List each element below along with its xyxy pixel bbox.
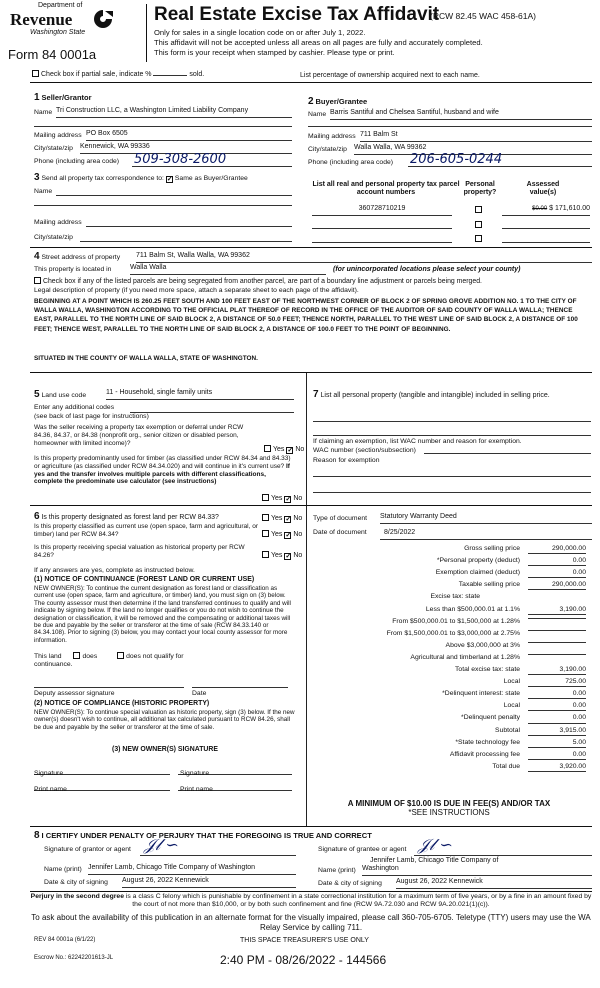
wac-label: WAC number (section/subsection) <box>313 447 416 454</box>
tax-row-value[interactable]: 725.00 <box>528 678 586 687</box>
segregation-row: Check box if any of the listed parcels are being segregated from another parcel, are part of a boundary line adjustment or parcels being merged. <box>34 277 482 286</box>
grantor-name-field[interactable]: Jennifer Lamb, Chicago Title Company of Washington <box>88 864 296 875</box>
located-in-field[interactable]: Walla Walla <box>130 264 326 275</box>
seller-name-label: Name <box>34 109 53 116</box>
exemption-no-checkbox[interactable]: ✓ <box>287 447 294 454</box>
seller-addr-label: Mailing address <box>34 132 82 139</box>
alternate-format-note: To ask about the availability of this publication in an alternate format for the visually impaired, please call 360-705-6705. Teletype (TTY) users may use the WA Relay Service by calling 711. <box>31 913 591 932</box>
grantor-signature-field[interactable] <box>140 835 296 856</box>
reason-line-2[interactable] <box>313 485 591 493</box>
buyer-address-field[interactable]: 711 Balm St <box>360 131 592 142</box>
tax-row <box>300 581 590 592</box>
tax-row-label: From $500,000.01 to $1,500,000 at 1.28% <box>392 617 520 625</box>
tax-row <box>300 739 590 750</box>
tax-row-value[interactable] <box>528 618 586 619</box>
tax-row <box>300 545 590 556</box>
if-any-yes-note: If any answers are yes, complete as instructed below. <box>34 567 195 574</box>
seller-city-field[interactable]: Kennewick, WA 99336 <box>80 143 292 154</box>
land-use-code-field[interactable]: 11 - Household, single family units <box>106 389 294 400</box>
personal-property-header: Personal property? <box>463 181 497 197</box>
tax-row <box>300 727 590 738</box>
grantor-signature-label: Signature of grantor or agent <box>44 846 131 853</box>
tax-row-label: *Delinquent interest: state <box>442 690 520 698</box>
deputy-date-line[interactable] <box>192 680 288 688</box>
revision-label: REV 84 0001a (6/1/22) <box>34 937 96 943</box>
historic-no-checkbox[interactable]: ✓ <box>285 553 292 560</box>
header-note-2: This affidavit will not be accepted unless all areas on all pages are fully and accurately completed. <box>154 38 483 47</box>
recording-stamp: 2:40 PM - 08/26/2022 - 144566 <box>220 953 387 967</box>
form-title: Real Estate Excise Tax Affidavit <box>154 4 440 25</box>
tax-row-label: Less than $500,000.01 at 1.1% <box>425 605 520 613</box>
seller-address-field[interactable]: PO Box 6505 <box>86 130 292 141</box>
same-as-buyer-checkbox[interactable]: ✓ <box>166 176 173 183</box>
tax-row-value[interactable]: 0.00 <box>528 714 586 723</box>
tax-row-value[interactable]: 3,190.00 <box>528 666 586 675</box>
assessed-value-struck: $0.00 <box>532 206 548 212</box>
forest-no-checkbox[interactable]: ✓ <box>285 516 292 523</box>
tax-row-value[interactable]: 3,190.00 <box>528 606 586 615</box>
section4-street-row: 4 Street address of property <box>34 251 121 262</box>
perjury-statement: Perjury in the second degree is a class C felony which is punishable by confinement in a state correctional institution for a maximum term of five years, or by a fine in an amount fixed by the court of not more than $10,000, or by both such confinement and fine (RCW 9A.72.030 and RCW 9A.20.021(1)(c)). <box>30 893 592 909</box>
tax-row <box>300 593 590 604</box>
correspondence-name-label: Name <box>34 188 53 195</box>
section7-heading: 7 List all personal property (tangible and intangible) included in selling price. <box>313 389 550 400</box>
correspondence-city-label: City/state/zip <box>34 234 73 241</box>
seller-phone-field[interactable]: 509-308-2600 <box>132 152 292 167</box>
notice-continuance-text: NEW OWNER(S): To continue the current designation as forest land or classification as current use (open space, farm and agriculture, or timber) land, you must sign on (3) below. The county assessor must then determine if the land transferred continues to qualify and will indicate by signing below. If the land no longer qualifies or you do not wish to continue the designation or classification, it will be removed and the compensating or additional taxes will be due and payable by the seller or transferor at the time of sale (RCW 84.33.140 or 84.34.108). Prior to signing (3) below, you may contact your local county assessor for more information. <box>34 585 291 644</box>
tax-row-label: Local <box>503 702 520 710</box>
header-note-3: This form is your receipt when stamped by cashier. Please type or print. <box>154 48 395 57</box>
assessed-value-header: Assessed value(s) <box>526 181 560 197</box>
tax-row <box>300 714 590 725</box>
timber-yes-checkbox[interactable] <box>262 494 269 501</box>
wac-field[interactable] <box>424 445 591 454</box>
grantor-date-field[interactable]: August 26, 2022 Kennewick <box>122 877 296 888</box>
additional-codes-label: Enter any additional codes <box>34 404 115 411</box>
print-name-label-2: Print name <box>180 786 213 793</box>
agency-logo <box>8 2 140 44</box>
document-type-label: Type of document <box>313 515 368 522</box>
forest-land-question: 6 Is this property designated as forest land per RCW 84.33? <box>34 511 219 522</box>
escrow-number: Escrow No.: 62242201613-JL <box>34 955 114 961</box>
agency-name: Revenue <box>10 10 73 29</box>
tax-row-label: Excise tax: state <box>430 593 480 601</box>
qualify-does-not-checkbox[interactable] <box>117 652 124 659</box>
tax-row <box>300 751 590 762</box>
grantee-date-field[interactable]: August 26, 2022 Kennewick <box>396 878 592 889</box>
section3-heading: 3 Send all property tax correspondence to: ✓ Same as Buyer/Grantee <box>34 172 248 183</box>
tax-row-label: *Delinquent penalty <box>461 714 520 722</box>
section8-heading: 8 I CERTIFY UNDER PENALTY OF PERJURY THAT THE FOREGOING IS TRUE AND CORRECT <box>34 830 372 841</box>
grantee-name-line-1: Jennifer Lamb, Chicago Title Company of <box>370 857 499 864</box>
tax-row <box>300 654 590 665</box>
additional-codes-field[interactable] <box>130 403 294 413</box>
buyer-name-label: Name <box>308 111 327 118</box>
grantor-date-label: Date & city of signing <box>44 879 108 886</box>
current-use-no-checkbox[interactable]: ✓ <box>285 532 292 539</box>
legal-description-label: Legal description of property (if you need more space, attach a separate sheet to each page of the affidavit). <box>34 287 359 294</box>
tax-row <box>300 702 590 713</box>
tax-row <box>300 630 590 641</box>
grantee-signature-label: Signature of grantee or agent <box>318 846 407 853</box>
personal-property-checkbox-1[interactable] <box>475 206 482 213</box>
forest-yes-no: Yes ✓ No <box>262 514 302 523</box>
exemption-yes-no: Yes ✓ No <box>264 445 304 454</box>
current-use-yes-checkbox[interactable] <box>262 530 269 537</box>
parcel-header: List all real and personal property tax parcel account numbers <box>312 181 460 197</box>
tax-row-label: *State technology fee <box>455 738 520 746</box>
tax-row-value[interactable]: 3,915.00 <box>528 727 586 736</box>
tax-row-label: From $1,500,000.01 to $3,000,000 at 2.75% <box>386 629 520 637</box>
current-use-question: Is this property classified as current use (open space, farm and agricultural, or timber) land per RCW 84.34? <box>34 523 258 538</box>
ownership-note: List percentage of ownership acquired next to each name. <box>300 72 480 79</box>
tax-row-label: Gross selling price <box>464 545 520 552</box>
timber-yes-no: Yes ✓ No <box>262 494 302 503</box>
historic-yes-no: Yes ✓ No <box>262 551 302 560</box>
partial-sale-sold: sold. <box>189 71 205 78</box>
grantee-signature-field[interactable] <box>414 835 592 856</box>
notice-continuance-heading: (1) NOTICE OF CONTINUANCE (FOREST LAND OR CURRENT USE) <box>34 576 255 583</box>
signature-label-1: Signature <box>34 770 64 777</box>
seller-phone-label: Phone (including area code) <box>34 158 120 165</box>
historic-question: Is this property receiving special valuation as historical property per RCW 84.26? <box>34 544 245 559</box>
tax-row-value[interactable]: 0.00 <box>528 690 586 699</box>
reason-line-1[interactable] <box>313 469 591 477</box>
tax-row-label: *Personal property (deduct) <box>436 557 520 565</box>
parcel-number-row-2[interactable] <box>312 219 452 229</box>
tax-row <box>300 763 590 774</box>
tax-row-label: Affidavit processing fee <box>449 750 520 758</box>
personal-property-line-2[interactable] <box>313 428 591 436</box>
reason-label: Reason for exemption <box>313 457 380 464</box>
deputy-date-label: Date <box>192 690 207 697</box>
tax-row <box>300 569 590 580</box>
form-number: Form 84 0001a <box>8 47 97 62</box>
tax-row <box>300 557 590 568</box>
correspondence-name-field[interactable] <box>56 186 292 196</box>
continuance-label: continuance. <box>34 661 73 668</box>
tax-row-value[interactable]: 0.00 <box>528 569 586 578</box>
partial-sale-label: Check box if partial sale, indicate % <box>41 71 152 78</box>
timber-no-checkbox[interactable]: ✓ <box>285 496 292 503</box>
personal-property-checkbox-2[interactable] <box>475 221 482 228</box>
tax-row-label: Taxable selling price <box>458 581 520 589</box>
grantor-name-label: Name (print) <box>44 866 82 873</box>
treasurer-use-label: THIS SPACE TREASURER'S USE ONLY <box>240 937 369 944</box>
tax-row <box>300 666 590 677</box>
legal-description-text: BEGINNING AT A POINT WHICH IS 260.25 FEET SOUTH AND 100 FEET EAST OF THE NORTHWEST CORNER OF BLOCK 2 OF SPRING GROVE ADDITION NO. 1 TO THE CITY OF WALLA WALLA, WASHINGTON ACCORDING TO THE OFFICIAL PLAT THEREOF OF RECORD IN THE OFFICE OF THE AUDITOR OF SAID COUNTY OF WALLA WALLA; THENCE EAST, PARALLEL TO THE NORTH LINE OF SAID BLOCK 2, A DISTANCE OF 50.0 FEET; THENCE NORTH, PARALLEL TO THE WEST LINE OF SAID BLOCK 2, A DISTANCE OF 100 FEET; THENCE WEST, PARALLEL TO THE NORTH LINE OF SAID BLOCK 2, A DISTANCE OF 100.0 FEET TO THE POINT OF BEGINNING. <box>34 298 578 333</box>
tax-row-value[interactable]: 3,920.00 <box>528 763 586 772</box>
deputy-signature-label: Deputy assessor signature <box>34 690 115 697</box>
see-back-note: (see back of last page for instructions) <box>34 413 149 420</box>
header-note-1: Only for sales in a single location code on or after July 1, 2022. <box>154 28 366 37</box>
section5-land-use-row: 5 Land use code <box>34 389 87 400</box>
rcw-reference: (RCW 82.45 WAC 458-61A) <box>430 11 536 21</box>
exemption-claim-label: If claiming an exemption, list WAC number and reason for exemption. <box>313 438 522 445</box>
qualify-does-checkbox[interactable] <box>73 652 80 659</box>
tax-row-label: Total excise tax: state <box>455 666 520 673</box>
revenue-logo-icon <box>92 8 114 30</box>
buyer-phone-field[interactable]: 206-605-0244 <box>408 152 592 167</box>
exemption-question: Was the seller receiving a property tax exemption or deferral under RCW 84.36, 84.37, or 84.38 (nonprofit org., senior citizen or disabled person, homeowner with limited income)? <box>34 424 244 447</box>
assessed-value-row-1[interactable]: $0.00 $ 171,610.00 <box>502 205 590 216</box>
tax-row <box>300 618 590 629</box>
assessed-value-row-2[interactable] <box>502 219 590 229</box>
tax-row-label: Subtotal <box>495 726 520 734</box>
deputy-signature-line[interactable] <box>34 680 184 688</box>
buyer-name-field[interactable]: Barris Santiful and Chelsea Santiful, husband and wife <box>330 109 592 120</box>
notice-compliance-heading: (2) NOTICE OF COMPLIANCE (HISTORIC PROPERTY) <box>34 700 210 707</box>
signature-label-2: Signature <box>180 770 210 777</box>
tax-row-value[interactable]: 0.00 <box>528 702 586 711</box>
personal-property-line-1[interactable] <box>313 414 591 422</box>
tax-row-label: Agricultural and timberland at 1.28% <box>410 653 520 661</box>
grantee-date-label: Date & city of signing <box>318 880 382 887</box>
tax-row-value[interactable] <box>528 654 586 655</box>
tax-row-value[interactable] <box>528 642 586 643</box>
grantee-name-field[interactable]: Washington <box>362 865 592 876</box>
timber-question: Is this property predominantly used for timber (as classified under RCW 84.34 and 84.33) or agriculture (as classified under RCW 84.34.020) and will continue in it's current use? If yes and the transfer involves multiple parcels with different classifications, complete the predominate use calculator (see instructions) <box>34 455 291 486</box>
unincorporated-note: (for unincorporated locations please select your county) <box>333 266 521 273</box>
tax-row-label: Exemption claimed (deduct) <box>435 569 520 577</box>
section2-heading: 2 Buyer/Grantee <box>308 96 368 107</box>
exemption-yes-checkbox[interactable] <box>264 445 271 452</box>
grantee-name-label: Name (print) <box>318 867 356 874</box>
dept-label: Department of <box>38 2 83 9</box>
correspondence-addr-label: Mailing address <box>34 219 82 226</box>
historic-yes-checkbox[interactable] <box>262 551 269 558</box>
parcel-number-row-3[interactable] <box>312 233 452 243</box>
tax-row-value[interactable] <box>528 630 586 631</box>
tax-row-value[interactable]: 290,000.00 <box>528 581 586 590</box>
buyer-city-label: City/state/zip <box>308 146 347 153</box>
tax-row <box>300 606 590 617</box>
grantee-signature-image: 𝒥𝓁 ∽ <box>418 835 453 854</box>
minimum-due-note: A MINIMUM OF $10.00 IS DUE IN FEE(S) AND/OR TAX <box>347 799 551 808</box>
document-type-field[interactable]: Statutory Warranty Deed <box>380 513 592 524</box>
correspondence-city-field[interactable] <box>80 232 292 242</box>
personal-property-checkbox-3[interactable] <box>475 235 482 242</box>
correspondence-address-field[interactable] <box>86 217 292 227</box>
new-owner-signature-heading: (3) NEW OWNER(S) SIGNATURE <box>112 746 218 753</box>
seller-name-field[interactable]: Tri Construction LLC, a Washington Limited Liability Company <box>56 107 292 118</box>
tax-row <box>300 690 590 701</box>
tax-row-value[interactable]: 0.00 <box>528 557 586 566</box>
document-date-label: Date of document <box>313 529 367 536</box>
section1-heading: 1 Seller/Grantor <box>34 92 92 103</box>
see-instructions-note: *SEE INSTRUCTIONS <box>408 808 490 817</box>
tax-row <box>300 678 590 689</box>
buyer-addr-label: Mailing address <box>308 133 356 140</box>
segregation-checkbox[interactable] <box>34 277 41 284</box>
qualify-row: This land does does not qualify for <box>34 653 184 660</box>
partial-sale-row <box>32 70 204 79</box>
tax-row-label: Above $3,000,000 at 3% <box>445 641 520 649</box>
current-use-yes-no: Yes ✓ No <box>262 530 302 539</box>
print-name-label-1: Print name <box>34 786 67 793</box>
tax-row-label: Local <box>503 678 520 686</box>
seller-city-label: City/state/zip <box>34 145 73 152</box>
partial-sale-checkbox[interactable] <box>32 70 39 77</box>
tax-row-value[interactable]: 5.00 <box>528 739 586 748</box>
tax-row <box>300 642 590 653</box>
buyer-city-field[interactable]: Walla Walla, WA 99362 <box>354 144 592 155</box>
property-street-field[interactable]: 711 Balm St, Walla Walla, WA 99362 <box>136 252 592 263</box>
grantor-signature-image: 𝒥𝓁 ∽ <box>144 835 179 854</box>
buyer-phone-label: Phone (including area code) <box>308 159 394 166</box>
tax-row-label: Total due <box>492 762 520 770</box>
tax-row-value[interactable]: 290,000.00 <box>528 545 586 554</box>
notice-compliance-text: NEW OWNER(S): To continue special valuation as historic property, sign (3) below. If the new owner(s) doesn't wish to continue, all additional tax calculated pursuant to RCW 84.26, shall be due and payable by the seller or transferor at the time of sale. <box>34 709 295 731</box>
document-date-field[interactable]: 8/25/2022 <box>380 529 592 540</box>
tax-row-value[interactable]: 0.00 <box>528 751 586 760</box>
parcel-number-row-1[interactable]: 360728710219 <box>312 205 452 216</box>
situated-text: SITUATED IN THE COUNTY OF WALLA WALLA, STATE OF WASHINGTON. <box>34 355 258 362</box>
located-in-label: This property is located in <box>34 266 112 273</box>
assessed-value-row-3[interactable] <box>502 233 590 243</box>
forest-yes-checkbox[interactable] <box>262 514 269 521</box>
state-label: Washington State <box>30 29 86 36</box>
